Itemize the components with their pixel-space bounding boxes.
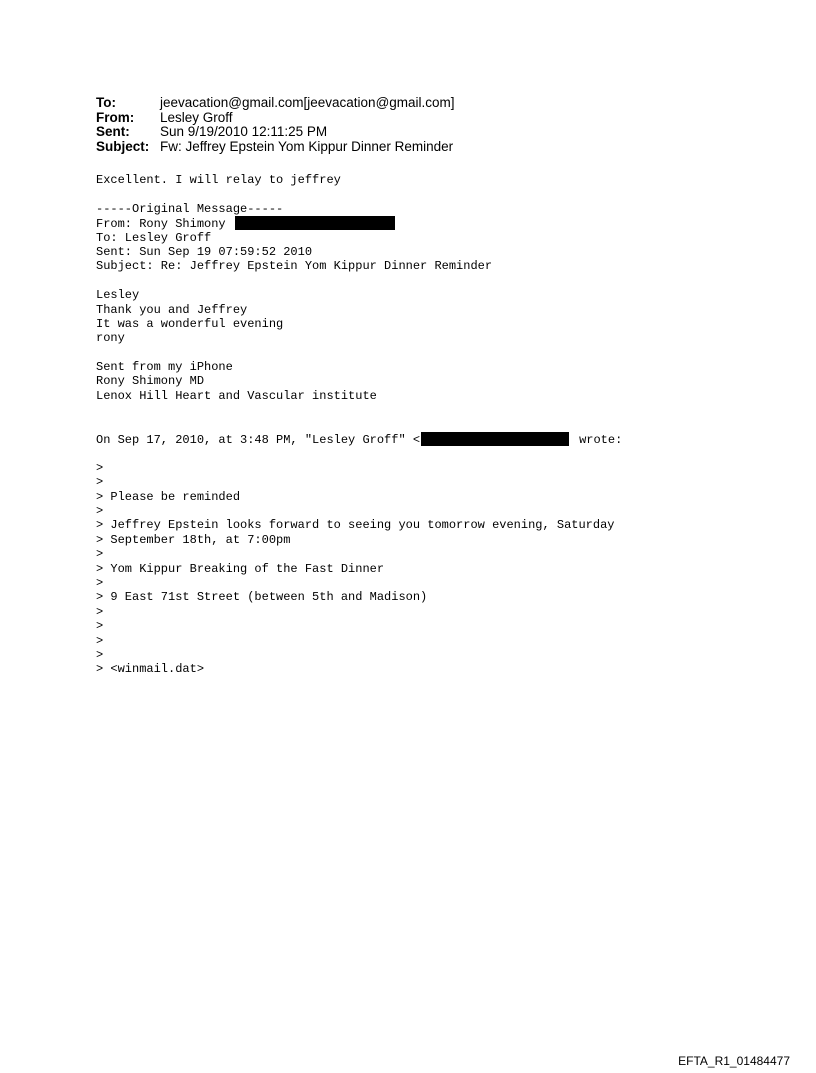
sent-label: Sent:	[96, 124, 130, 139]
original-separator: -----Original Message-----	[96, 201, 284, 216]
blank-line	[96, 346, 776, 360]
header-subject-row	[96, 140, 455, 155]
from-label: From:	[96, 109, 135, 125]
email-header	[96, 96, 455, 154]
header-sent-row	[96, 125, 455, 140]
subject-value: Fw: Jeffrey Epstein Yom Kippur Dinner Reminder	[160, 138, 454, 154]
original-from-text: From: Rony Shimony	[96, 217, 233, 232]
original-sent-line: Sent: Sun Sep 19 07:59:52 2010	[96, 244, 313, 259]
redaction-bar	[421, 432, 569, 446]
sent-value: Sun 9/19/2010 12:11:25 PM	[160, 124, 328, 139]
quoted-line: > Yom Kippur Breaking of the Fast Dinner	[96, 561, 385, 576]
blank-line	[96, 446, 776, 460]
signature-line: Sent from my iPhone	[96, 360, 233, 375]
quoted-line: >	[96, 619, 104, 634]
quoted-line: >	[96, 633, 104, 648]
blank-line	[96, 187, 776, 201]
message-block	[96, 288, 776, 346]
blank-line	[96, 418, 776, 432]
from-value: Lesley Groff	[160, 109, 233, 125]
quoted-line: > September 18th, at 7:00pm	[96, 532, 291, 547]
quoted-line: > Jeffrey Epstein looks forward to seeing you tomorrow evening, Saturday	[96, 518, 615, 533]
signature-line: Rony Shimony MD	[96, 374, 205, 389]
redaction-bar	[235, 216, 395, 230]
blank-line	[96, 403, 776, 417]
original-from-line	[96, 216, 776, 230]
message-line: rony	[96, 331, 125, 346]
original-subject-line: Subject: Re: Jeffrey Epstein Yom Kippur Dinner Reminder	[96, 259, 493, 274]
quoted-line: > Please be reminded	[96, 489, 241, 504]
quoted-line: >	[96, 460, 104, 475]
quoted-line: >	[96, 575, 104, 590]
quoted-block	[96, 461, 776, 677]
subject-label: Subject:	[96, 138, 150, 154]
quoted-line: >	[96, 604, 104, 619]
quoted-line: > 9 East 71st Street (between 5th and Madison)	[96, 590, 428, 605]
message-line: Thank you and Jeffrey	[96, 302, 248, 317]
wrote-suffix: wrote:	[579, 433, 623, 448]
to-value: jeevacation@gmail.com[jeevacation@gmail.com]	[160, 95, 455, 110]
message-line: It was a wonderful evening	[96, 316, 284, 331]
attachment-line: > <winmail.dat>	[96, 662, 205, 677]
quoted-line: >	[96, 503, 104, 518]
signature-line: Lenox Hill Heart and Vascular institute	[96, 388, 377, 403]
quoted-line: >	[96, 475, 104, 490]
document-id: EFTA_R1_01484477	[678, 1054, 790, 1068]
reply-text: Excellent. I will relay to jeffrey	[96, 173, 341, 187]
quoted-line: >	[96, 547, 104, 562]
quoted-line: >	[96, 647, 104, 662]
header-from-row	[96, 111, 455, 126]
blank-line	[96, 274, 776, 288]
wrote-line	[96, 432, 776, 446]
to-label: To:	[96, 95, 116, 110]
email-body	[96, 173, 776, 677]
original-to-line: To: Lesley Groff	[96, 230, 212, 245]
signature-block	[96, 360, 776, 403]
message-line: Lesley	[96, 288, 140, 303]
wrote-prefix: On Sep 17, 2010, at 3:48 PM, "Lesley Groff" <	[96, 433, 421, 448]
header-to-row	[96, 96, 455, 111]
